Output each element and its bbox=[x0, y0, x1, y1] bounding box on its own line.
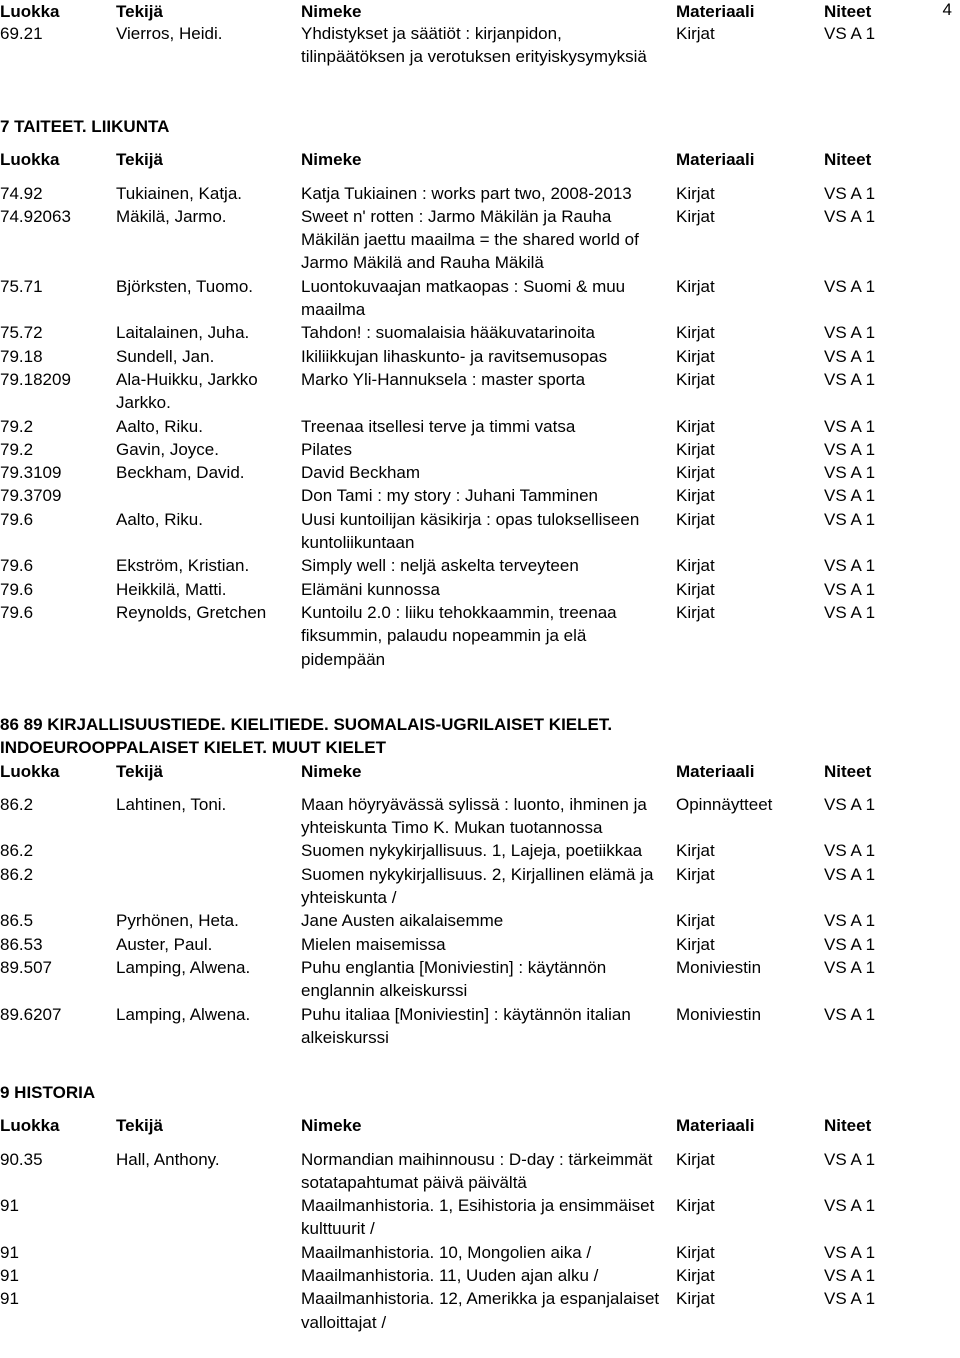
cell-class-number: 75.71 bbox=[0, 276, 43, 296]
column-header: Materiaali bbox=[676, 2, 755, 21]
cell-title: pidempään bbox=[301, 649, 386, 669]
cell-class-number: 75.72 bbox=[0, 323, 43, 343]
column-header-row bbox=[0, 1114, 960, 1137]
cell-copies: VS A 1 bbox=[824, 957, 876, 977]
catalogue-row bbox=[0, 863, 960, 886]
cell-copies: VS A 1 bbox=[824, 346, 876, 366]
cell-title: David Beckham bbox=[301, 463, 421, 483]
page-number: 4 bbox=[942, 0, 952, 19]
cell-copies: VS A 1 bbox=[824, 206, 876, 226]
column-header-row bbox=[0, 760, 960, 783]
catalogue-row bbox=[0, 45, 960, 68]
cell-class-number: 89.6207 bbox=[0, 1004, 62, 1024]
catalogue-row bbox=[0, 461, 960, 484]
cell-material: Kirjat bbox=[676, 509, 715, 529]
column-header: Niteet bbox=[824, 2, 872, 21]
cell-title: Maailmanhistoria. 1, Esihistoria ja ensimmäiset bbox=[301, 1196, 655, 1216]
column-header: Luokka bbox=[0, 1116, 60, 1136]
cell-title: Maailmanhistoria. 11, Uuden ajan alku / bbox=[301, 1266, 599, 1286]
cell-copies: VS A 1 bbox=[824, 183, 876, 203]
cell-title: Mäkilän jaettu maailma = the shared world of bbox=[301, 230, 639, 250]
column-header: Nimeke bbox=[301, 150, 362, 170]
cell-author: Aalto, Riku. bbox=[116, 509, 203, 529]
cell-class-number: 79.6 bbox=[0, 556, 34, 576]
cell-author: Beckham, David. bbox=[116, 463, 245, 483]
cell-material: Kirjat bbox=[676, 556, 715, 576]
cell-title: Tahdon! : suomalaisia hääkuvatarinoita bbox=[301, 323, 595, 343]
cell-copies: VS A 1 bbox=[824, 579, 876, 599]
cell-copies: VS A 1 bbox=[824, 509, 876, 529]
catalogue-row bbox=[0, 839, 960, 862]
cell-class-number: 79.3709 bbox=[0, 486, 62, 506]
cell-author: Laitalainen, Juha. bbox=[116, 323, 250, 343]
catalogue-row bbox=[0, 933, 960, 956]
cell-class-number: 74.92063 bbox=[0, 206, 71, 226]
cell-copies: VS A 1 bbox=[824, 276, 876, 296]
cell-title: Maan höyryävässä sylissä : luonto, ihminen ja bbox=[301, 794, 647, 814]
cell-author: Gavin, Joyce. bbox=[116, 439, 219, 459]
cell-material: Kirjat bbox=[676, 206, 715, 226]
cell-copies: VS A 1 bbox=[824, 1266, 876, 1286]
cell-title: Sweet n' rotten : Jarmo Mäkilän ja Rauha bbox=[301, 206, 612, 226]
cell-material: Opinnäytteet bbox=[676, 794, 773, 814]
column-header: Niteet bbox=[824, 761, 872, 781]
cell-material: Kirjat bbox=[676, 439, 715, 459]
cell-material: Kirjat bbox=[676, 486, 715, 506]
cell-class-number: 86.53 bbox=[0, 934, 43, 954]
cell-material: Moniviestin bbox=[676, 1004, 762, 1024]
cell-copies: VS A 1 bbox=[824, 556, 876, 576]
cell-copies: VS A 1 bbox=[824, 323, 876, 343]
catalogue-row bbox=[0, 979, 960, 1002]
cell-title: kulttuurit / bbox=[301, 1219, 375, 1239]
cell-class-number: 91 bbox=[0, 1289, 19, 1309]
cell-title: yhteiskunta Timo K. Mukan tuotannossa bbox=[301, 818, 603, 838]
section-heading: 9 HISTORIA bbox=[0, 1083, 96, 1102]
cell-title: Yhdistykset ja säätiöt : kirjanpidon, bbox=[301, 24, 562, 43]
catalogue-section bbox=[0, 115, 960, 671]
cell-title: Normandian maihinnousu : D-day : tärkeimmät bbox=[301, 1149, 653, 1169]
cell-class-number: 79.18209 bbox=[0, 369, 71, 389]
cell-class-number: 79.18 bbox=[0, 346, 43, 366]
catalogue-row bbox=[0, 1148, 960, 1171]
cell-title: Suomen nykykirjallisuus. 1, Lajeja, poetiikkaa bbox=[301, 841, 643, 861]
section-heading: INDOEUROOPPALAISET KIELET. MUUT KIELET bbox=[0, 738, 386, 758]
cell-author: Hall, Anthony. bbox=[116, 1149, 220, 1169]
cell-author: Björksten, Tuomo. bbox=[116, 276, 254, 296]
catalogue-row bbox=[0, 578, 960, 601]
column-header: Tekijä bbox=[116, 2, 163, 21]
cell-copies: VS A 1 bbox=[824, 602, 876, 622]
section-heading: 7 TAITEET. LIIKUNTA bbox=[0, 117, 170, 136]
column-header: Luokka bbox=[0, 2, 60, 21]
cell-material: Kirjat bbox=[676, 24, 715, 43]
cell-material: Kirjat bbox=[676, 416, 715, 436]
cell-class-number: 86.2 bbox=[0, 794, 34, 814]
cell-class-number: 79.6 bbox=[0, 509, 34, 529]
cell-author: Mäkilä, Jarmo. bbox=[116, 206, 227, 226]
catalogue-row bbox=[0, 909, 960, 932]
cell-class-number: 79.3109 bbox=[0, 463, 62, 483]
cell-copies: VS A 1 bbox=[824, 1004, 876, 1024]
cell-material: Kirjat bbox=[676, 1266, 715, 1286]
cell-author: Jarkko. bbox=[116, 393, 171, 413]
cell-copies: VS A 1 bbox=[824, 1196, 876, 1216]
cell-title: Puhu italiaa [Moniviestin] : käytännön italian bbox=[301, 1004, 631, 1024]
cell-material: Kirjat bbox=[676, 864, 715, 884]
cell-class-number: 86.2 bbox=[0, 864, 34, 884]
cell-author: Tukiainen, Katja. bbox=[116, 183, 242, 203]
cell-author: Heikkilä, Matti. bbox=[116, 579, 227, 599]
cell-material: Kirjat bbox=[676, 463, 715, 483]
catalogue-row bbox=[0, 368, 960, 391]
cell-author: Lamping, Alwena. bbox=[116, 1004, 251, 1024]
cell-title: Puhu englantia [Moniviestin] : käytännön bbox=[301, 957, 607, 977]
column-header-row bbox=[0, 148, 960, 171]
cell-class-number: 69.21 bbox=[0, 24, 43, 43]
catalogue-row bbox=[0, 1003, 960, 1026]
catalogue-row bbox=[0, 508, 960, 531]
cell-copies: VS A 1 bbox=[824, 439, 876, 459]
catalogue-row bbox=[0, 648, 960, 671]
catalogue-row bbox=[0, 415, 960, 438]
catalogue-row bbox=[0, 793, 960, 816]
catalogue-row bbox=[0, 554, 960, 577]
column-header: Niteet bbox=[824, 150, 872, 170]
catalogue-row bbox=[0, 298, 960, 321]
cell-class-number: 79.6 bbox=[0, 602, 34, 622]
column-header: Materiaali bbox=[676, 1116, 755, 1136]
cell-title: Maailmanhistoria. 10, Mongolien aika / bbox=[301, 1242, 592, 1262]
catalogue-row bbox=[0, 601, 960, 624]
cell-title: Luontokuvaajan matkaopas : Suomi & muu bbox=[301, 276, 626, 296]
catalogue-row bbox=[0, 205, 960, 228]
cell-material: Kirjat bbox=[676, 369, 715, 389]
cell-title: tilinpäätöksen ja verotuksen erityiskysymyksiä bbox=[301, 47, 647, 67]
cell-material: Kirjat bbox=[676, 911, 715, 931]
catalogue-row bbox=[0, 438, 960, 461]
cell-author: Vierros, Heidi. bbox=[116, 24, 223, 43]
cell-title: Jane Austen aikalaisemme bbox=[301, 911, 504, 931]
catalogue-row bbox=[0, 1026, 960, 1049]
catalogue-row bbox=[0, 251, 960, 274]
cell-copies: VS A 1 bbox=[824, 1149, 876, 1169]
catalogue-row bbox=[0, 345, 960, 368]
cell-material: Kirjat bbox=[676, 323, 715, 343]
catalogue-row bbox=[0, 1287, 960, 1310]
catalogue-row bbox=[0, 228, 960, 251]
cell-copies: VS A 1 bbox=[824, 911, 876, 931]
column-header: Nimeke bbox=[301, 1116, 362, 1136]
cell-class-number: 86.2 bbox=[0, 841, 34, 861]
column-header: Nimeke bbox=[301, 2, 362, 21]
catalogue-row bbox=[0, 956, 960, 979]
catalogue-row bbox=[0, 1171, 960, 1194]
cell-class-number: 90.35 bbox=[0, 1149, 43, 1169]
cell-copies: VS A 1 bbox=[824, 463, 876, 483]
cell-material: Kirjat bbox=[676, 1149, 715, 1169]
cell-author: Sundell, Jan. bbox=[116, 346, 215, 366]
cell-class-number: 86.5 bbox=[0, 911, 34, 931]
cell-title: Katja Tukiainen : works part two, 2008-2013 bbox=[301, 183, 632, 203]
cell-class-number: 91 bbox=[0, 1196, 19, 1216]
column-header: Tekijä bbox=[116, 1116, 163, 1136]
cell-class-number: 79.2 bbox=[0, 416, 34, 436]
column-header: Materiaali bbox=[676, 150, 755, 170]
cell-class-number: 79.2 bbox=[0, 439, 34, 459]
cell-material: Kirjat bbox=[676, 1289, 715, 1309]
cell-title: Jarmo Mäkilä and Rauha Mäkilä bbox=[301, 253, 544, 273]
cell-material: Kirjat bbox=[676, 1196, 715, 1216]
cell-title: Marko Yli-Hannuksela : master sporta bbox=[301, 369, 586, 389]
cell-title: Simply well : neljä askelta terveyteen bbox=[301, 556, 579, 576]
column-header: Niteet bbox=[824, 1116, 872, 1136]
column-header: Materiaali bbox=[676, 761, 755, 781]
cell-title: englannin alkeiskurssi bbox=[301, 981, 468, 1001]
cell-author: Lahtinen, Toni. bbox=[116, 794, 227, 814]
cell-title: sotatapahtumat päivä päivältä bbox=[301, 1172, 527, 1192]
cell-title: fiksummin, palaudu nopeammin ja elä bbox=[301, 626, 587, 646]
cell-class-number: 91 bbox=[0, 1266, 19, 1286]
cell-title: Elämäni kunnossa bbox=[301, 579, 440, 599]
cell-copies: VS A 1 bbox=[824, 794, 876, 814]
cell-author: Ekström, Kristian. bbox=[116, 556, 250, 576]
cell-class-number: 89.507 bbox=[0, 957, 52, 977]
cell-copies: VS A 1 bbox=[824, 1242, 876, 1262]
cell-class-number: 91 bbox=[0, 1242, 19, 1262]
catalogue-row bbox=[0, 886, 960, 909]
catalogue-row bbox=[0, 22, 960, 45]
cell-material: Kirjat bbox=[676, 602, 715, 622]
catalogue-section bbox=[0, 713, 960, 1049]
column-header: Tekijä bbox=[116, 761, 163, 781]
column-header: Luokka bbox=[0, 150, 60, 170]
catalogue-row bbox=[0, 321, 960, 344]
cell-title: Mielen maisemissa bbox=[301, 934, 446, 954]
catalogue-row bbox=[0, 275, 960, 298]
catalogue-row bbox=[0, 1311, 960, 1334]
cell-copies: VS A 1 bbox=[824, 486, 876, 506]
cell-material: Kirjat bbox=[676, 276, 715, 296]
cell-title: Suomen nykykirjallisuus. 2, Kirjallinen elämä ja bbox=[301, 864, 654, 884]
section-heading: 86 89 KIRJALLISUUSTIEDE. KIELITIEDE. SUOMALAIS-UGRILAISET KIELET. bbox=[0, 715, 613, 734]
catalogue-row bbox=[0, 1264, 960, 1287]
catalogue-row bbox=[0, 1241, 960, 1264]
cell-title: kuntoliikuntaan bbox=[301, 533, 415, 553]
catalogue-row bbox=[0, 182, 960, 205]
cell-material: Kirjat bbox=[676, 934, 715, 954]
cell-author: Aalto, Riku. bbox=[116, 416, 203, 436]
catalogue-row bbox=[0, 624, 960, 647]
cell-material: Moniviestin bbox=[676, 957, 762, 977]
cell-title: Pilates bbox=[301, 439, 353, 459]
cell-copies: VS A 1 bbox=[824, 864, 876, 884]
cell-material: Kirjat bbox=[676, 346, 715, 366]
cell-material: Kirjat bbox=[676, 841, 715, 861]
cell-copies: VS A 1 bbox=[824, 1289, 876, 1309]
cell-copies: VS A 1 bbox=[824, 934, 876, 954]
cell-title: maailma bbox=[301, 300, 366, 320]
cell-class-number: 74.92 bbox=[0, 183, 43, 203]
column-header-row bbox=[0, 0, 960, 23]
catalogue-row bbox=[0, 391, 960, 414]
catalogue-section bbox=[0, 2, 960, 69]
cell-author: Pyrhönen, Heta. bbox=[116, 911, 239, 931]
cell-material: Kirjat bbox=[676, 183, 715, 203]
cell-title: Kuntoilu 2.0 : liiku tehokkaammin, treenaa bbox=[301, 602, 617, 622]
cell-author: Auster, Paul. bbox=[116, 934, 213, 954]
catalogue-row bbox=[0, 816, 960, 839]
cell-title: alkeiskurssi bbox=[301, 1027, 389, 1047]
cell-author: Lamping, Alwena. bbox=[116, 957, 251, 977]
cell-title: Uusi kuntoilijan käsikirja : opas tulokselliseen bbox=[301, 509, 640, 529]
catalogue-row bbox=[0, 1217, 960, 1240]
cell-title: Treenaa itsellesi terve ja timmi vatsa bbox=[301, 416, 576, 436]
cell-copies: VS A 1 bbox=[824, 369, 876, 389]
cell-title: Ikiliikkujan lihaskunto- ja ravitsemusopas bbox=[301, 346, 608, 366]
cell-material: Kirjat bbox=[676, 1242, 715, 1262]
cell-title: yhteiskunta / bbox=[301, 888, 397, 908]
cell-title: valloittajat / bbox=[301, 1312, 387, 1332]
catalogue-row bbox=[0, 1194, 960, 1217]
cell-author: Ala-Huikku, Jarkko bbox=[116, 369, 258, 389]
catalogue-row bbox=[0, 484, 960, 507]
cell-copies: VS A 1 bbox=[824, 24, 876, 43]
column-header: Tekijä bbox=[116, 150, 163, 170]
cell-title: Maailmanhistoria. 12, Amerikka ja espanjalaiset bbox=[301, 1289, 660, 1309]
cell-author: Reynolds, Gretchen bbox=[116, 602, 267, 622]
cell-title: Don Tami : my story : Juhani Tamminen bbox=[301, 486, 598, 506]
cell-material: Kirjat bbox=[676, 579, 715, 599]
catalogue-row bbox=[0, 531, 960, 554]
cell-class-number: 79.6 bbox=[0, 579, 34, 599]
cell-copies: VS A 1 bbox=[824, 841, 876, 861]
column-header: Luokka bbox=[0, 761, 60, 781]
column-header: Nimeke bbox=[301, 761, 362, 781]
catalogue-section bbox=[0, 1081, 960, 1334]
cell-copies: VS A 1 bbox=[824, 416, 876, 436]
